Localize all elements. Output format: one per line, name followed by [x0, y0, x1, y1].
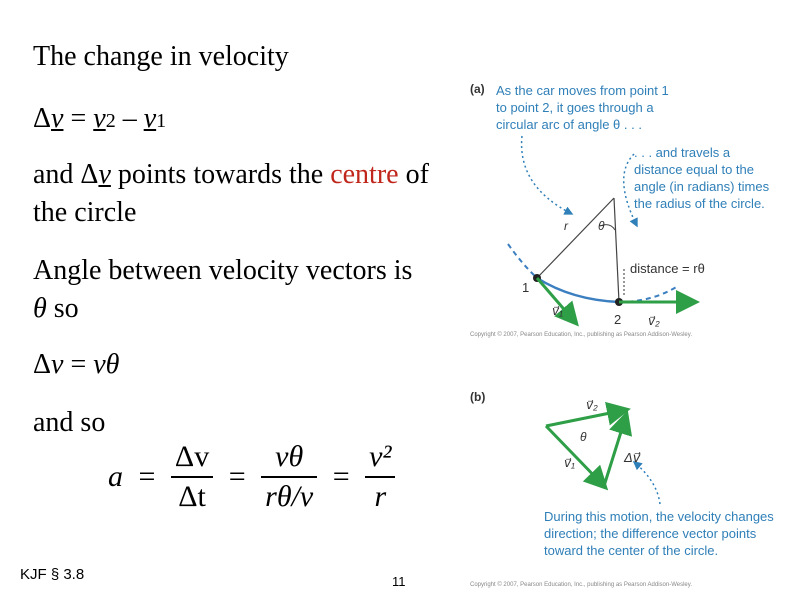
label-distance: distance = rθ — [630, 261, 705, 276]
centre-word: centre — [330, 159, 399, 190]
caption-a2: . . . and travels a distance equal to the angle (in radians) times the radius of the circle. — [634, 145, 770, 211]
text-so: so — [46, 293, 79, 324]
label-b-theta: θ — [580, 430, 587, 444]
v-theta: vθ — [93, 349, 120, 380]
line-the-circle: the circle — [33, 197, 137, 228]
v-symbol: v — [51, 103, 64, 134]
label-b-delta-v: Δv⃗ — [624, 450, 641, 465]
theta-symbol: θ — [33, 293, 47, 324]
eq-equals-2: = — [228, 460, 246, 493]
label-v2: v⃗₂ — [648, 314, 660, 328]
minus-sign: – — [115, 103, 144, 134]
eq-equals-1: = — [138, 460, 156, 493]
radius-line-2 — [614, 198, 619, 302]
radius-line-1 — [537, 198, 614, 278]
denominator-r: r — [374, 480, 387, 513]
acceleration-equation — [108, 440, 395, 514]
numerator-vtheta: vθ — [261, 440, 317, 478]
subscript-2: 2 — [105, 110, 116, 132]
line-theta-so — [33, 292, 79, 326]
path-dashed-before — [508, 244, 537, 278]
line-angle-between: Angle between velocity vectors is — [33, 255, 413, 286]
numerator-v2: v² — [365, 440, 395, 478]
numerator-dv: Δv — [171, 440, 213, 478]
line-change-velocity: The change in velocity — [33, 41, 289, 72]
v2-symbol: v — [93, 103, 106, 134]
caption-b: During this motion, the velocity changes direction; the difference vector points toward the center of the circle. — [544, 509, 774, 558]
text-and-delta: and Δ — [33, 159, 99, 190]
eq-a: a — [108, 460, 123, 493]
reference-label: KJF § 3.8 — [20, 566, 85, 583]
fraction-v2-r — [365, 440, 395, 514]
v1-symbol: v — [143, 103, 157, 134]
label-theta: θ — [598, 219, 605, 233]
line-delta-v-equation — [33, 102, 166, 138]
denominator-rtheta-v: rθ/v — [265, 480, 314, 513]
fraction-dv-dt — [171, 440, 213, 514]
denominator-dt: Δt — [178, 480, 206, 513]
caption-a1-pointer — [522, 136, 572, 214]
triangle-v2-arrow — [546, 410, 625, 426]
caption-a1: As the car moves from point 1 to point 2, it goes through a circular arc of angle θ . . . — [496, 83, 669, 132]
v-symbol: v — [98, 159, 111, 190]
delta-symbol: Δ — [33, 349, 52, 380]
panel-b-label: (b) — [470, 390, 486, 404]
textbook-figure — [462, 76, 800, 600]
copyright-b: Copyright © 2007, Pearson Education, Inc., publishing as Pearson Addison-Wesley. — [470, 582, 692, 588]
equals-sign: = — [63, 103, 94, 134]
v-symbol: v — [51, 349, 64, 380]
triangle-delta-v-arrow — [604, 416, 626, 486]
label-b-v1: v⃗₁ — [564, 456, 575, 470]
copyright-a: Copyright © 2007, Pearson Education, Inc., publishing as Pearson Addison-Wesley. — [470, 332, 692, 338]
delta-symbol: Δ — [33, 103, 52, 134]
page-number: 11 — [392, 574, 406, 589]
label-v1: v⃗₁ — [552, 304, 563, 318]
path-dashed-after — [619, 286, 678, 302]
label-point-2: 2 — [614, 312, 622, 327]
panel-a-label: (a) — [470, 82, 485, 96]
eq-equals-3: = — [332, 460, 350, 493]
line-and-so: and so — [33, 407, 106, 438]
line-delta-v-v-theta — [33, 348, 119, 382]
triangle-v1-arrow — [546, 426, 604, 486]
caption-b-pointer — [634, 462, 660, 504]
label-point-1: 1 — [522, 280, 530, 295]
fraction-vtheta — [261, 440, 317, 514]
text-points-towards: points towards the — [110, 159, 331, 190]
label-r: r — [564, 219, 568, 233]
text-of: of — [398, 159, 429, 190]
line-delta-v-direction — [33, 158, 429, 192]
label-b-v2: v⃗₂ — [586, 398, 598, 412]
subscript-1: 1 — [156, 110, 167, 132]
equals-sign: = — [63, 349, 94, 380]
